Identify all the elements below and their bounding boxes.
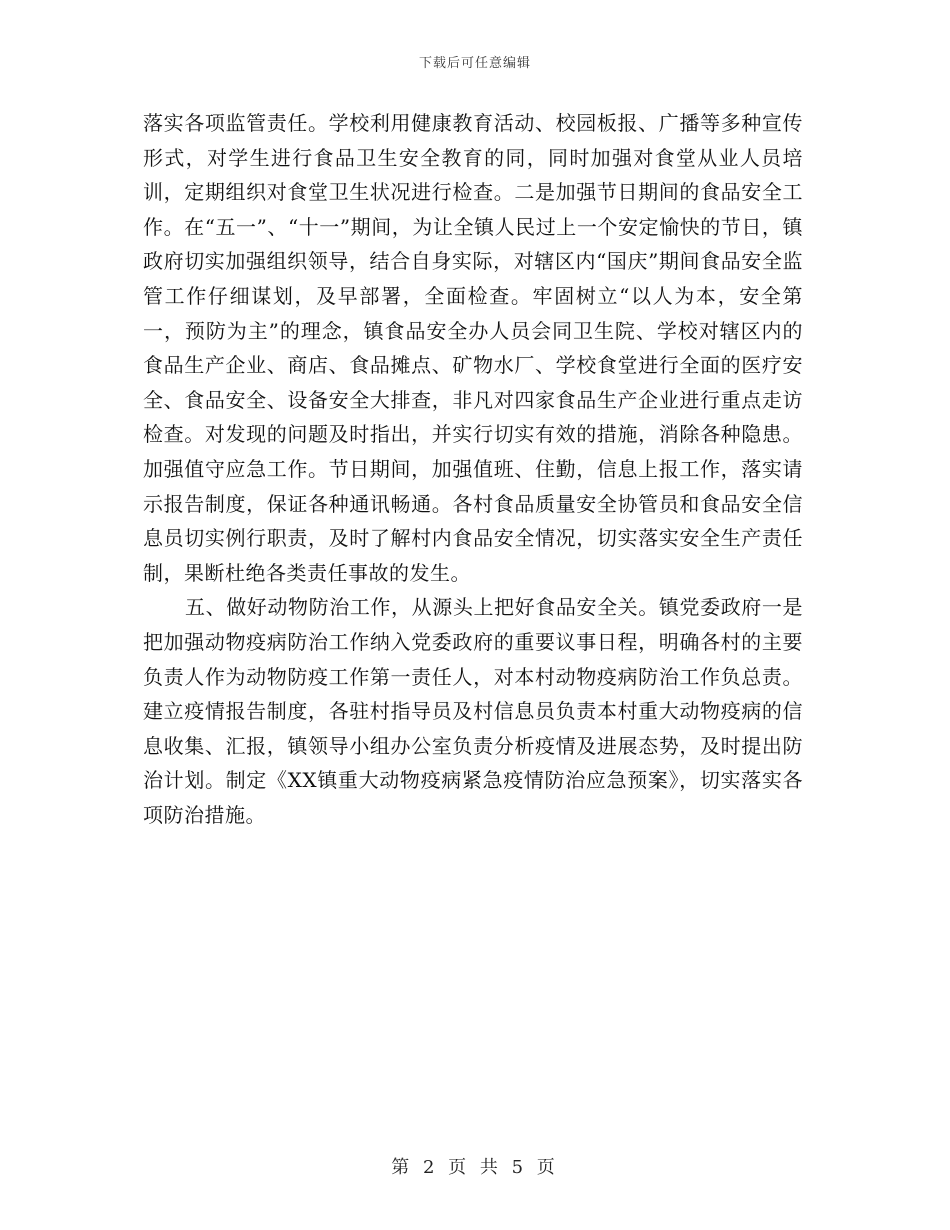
body-paragraph-2: 五、做好动物防治工作，从源头上把好食品安全关。镇党委政府一是把加强动物疫病防治工作纳入党委政府的重要议事日程，明确各村的主要负责人作为动物防疫工作第一责任人，对本村动物疫病防治工作负总责。建立疫情报告制度，各驻村指导员及村信息员负责本村重大动物疫病的信息收集、汇报，镇领导小组办公室负责分析疫情及进展态势，及时提出防治计划。制定《XX镇重大动物疫病紧急疫情防治应急预案》，切实落实各项防治措施。 bbox=[143, 595, 803, 827]
document-body bbox=[143, 106, 803, 832]
page-header: 下载后可任意编辑 bbox=[418, 56, 531, 71]
page-number-footer: 第 2 页 共 5 页 bbox=[391, 1157, 559, 1178]
body-paragraph-1: 落实各项监管责任。学校利用健康教育活动、校园板报、广播等多种宣传形式，对学生进行食品卫生安全教育的同，同时加强对食堂从业人员培训，定期组织对食堂卫生状况进行检查。二是加强节日期间的食品安全工作。在“五一”、“十一”期间，为让全镇人民过上一个安定愉快的节日，镇政府切实加强组织领导，结合自身实际，对辖区内“国庆”期间食品安全监管工作仔细谋划，及早部署，全面检查。牢固树立“以人为本，安全第一，预防为主”的理念，镇食品安全办人员会同卫生院、学校对辖区内的食品生产企业、商店、食品摊点、矿物水厂、学校食堂进行全面的医疗安全、食品安全、设备安全大排查，非凡对四家食品生产企业进行重点走访检查。对发现的问题及时指出，并实行切实有效的措施，消除各种隐患。加强值守应急工作。节日期间，加强值班、住勤，信息上报工作，落实请示报告制度，保证各种通讯畅通。各村食品质量安全协管员和食品安全信息员切实例行职责，及时了解村内食品安全情况，切实落实安全生产责任制，果断杜绝各类责任事故的发生。 bbox=[143, 111, 803, 585]
